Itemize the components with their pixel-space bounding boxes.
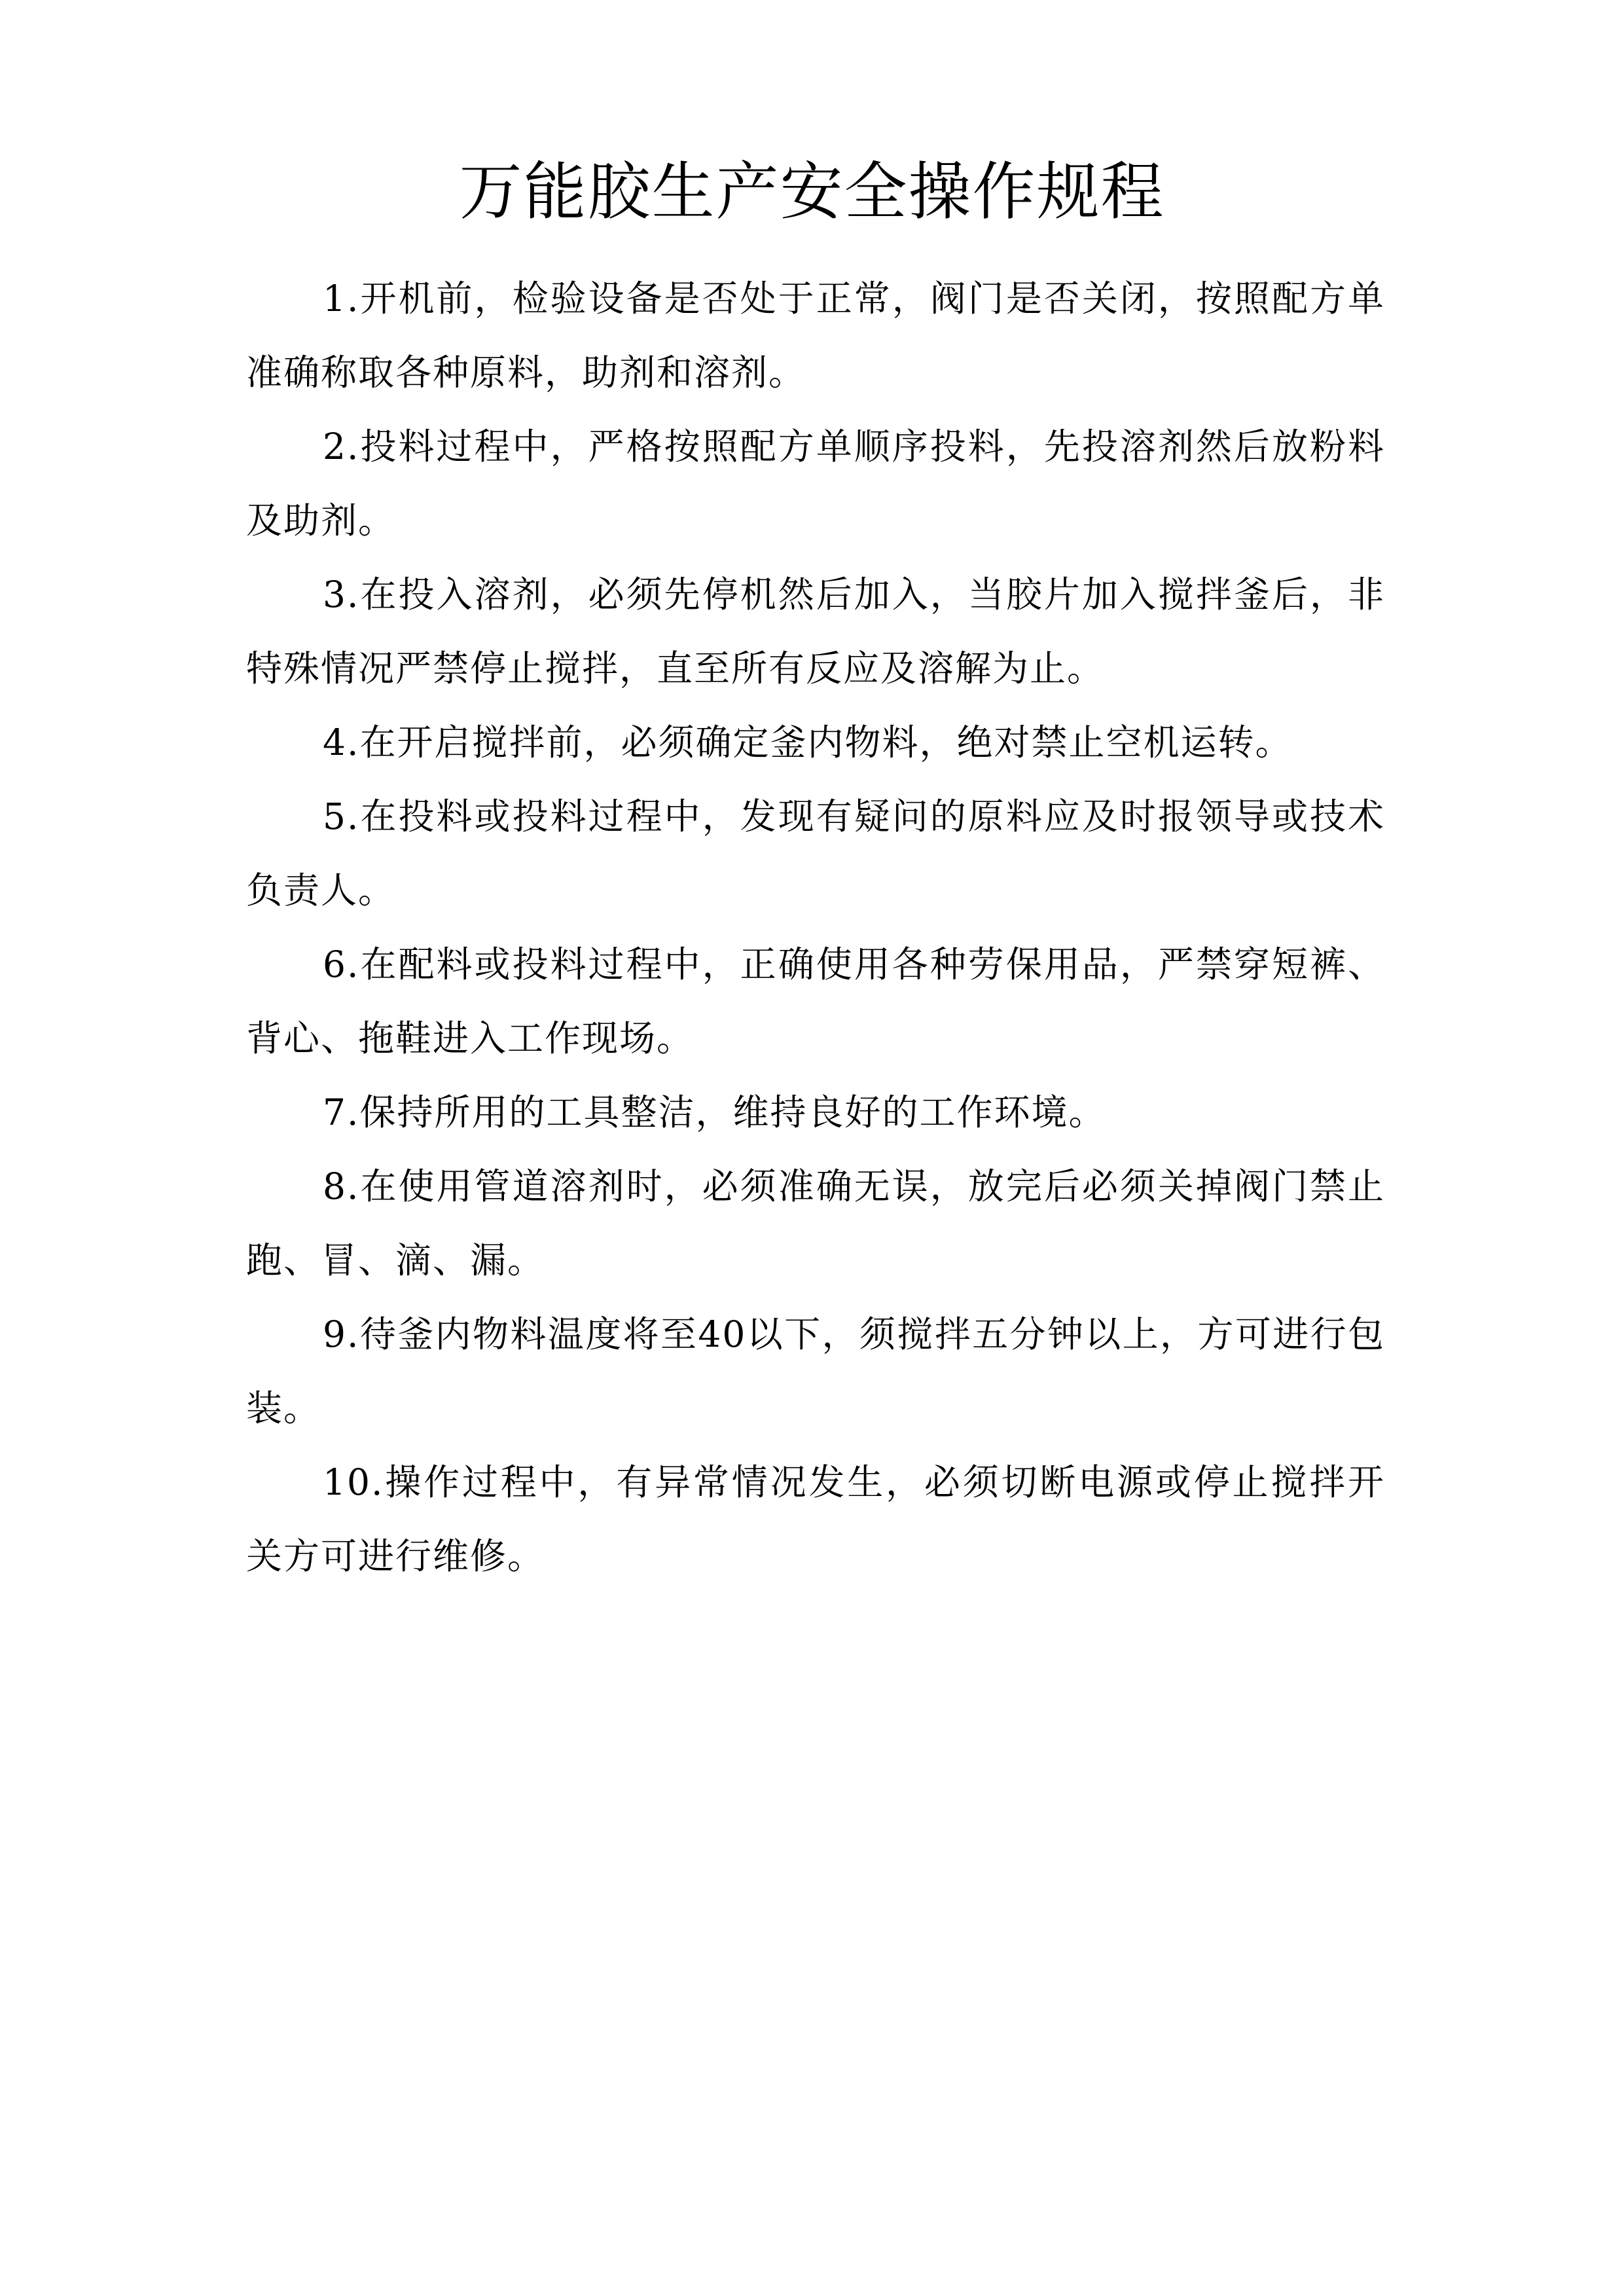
- rules-list: [246, 262, 1385, 1594]
- rule-item: 3.在投入溶剂，必须先停机然后加入，当胶片加入搅拌釜后，非特殊情况严禁停止搅拌，直至所有反应及溶解为止。: [246, 574, 1385, 689]
- rule-item: 8.在使用管道溶剂时，必须准确无误，放完后必须关掉阀门禁止跑、冒、滴、漏。: [246, 1165, 1385, 1281]
- rule-item: 2.投料过程中，严格按照配方单顺序投料，先投溶剂然后放粉料及助剂。: [246, 426, 1385, 541]
- rule-item: 6.在配料或投料过程中，正确使用各种劳保用品，严禁穿短裤、背心、拖鞋进入工作现场。: [246, 943, 1385, 1059]
- rule-item: 9.待釜内物料温度将至40以下，须搅拌五分钟以上，方可进行包装。: [246, 1313, 1385, 1429]
- rule-item: 10.操作过程中，有异常情况发生，必须切断电源或停止搅拌开关方可进行维修。: [246, 1461, 1385, 1577]
- rule-item: 4.在开启搅拌前，必须确定釜内物料，绝对禁止空机运转。: [323, 721, 1293, 763]
- rule-item: 5.在投料或投料过程中，发现有疑问的原料应及时报领导或技术负责人。: [246, 795, 1385, 911]
- document-title: 万能胶生产安全操作规程: [459, 155, 1165, 228]
- rule-item: 7.保持所用的工具整洁，维持良好的工作环境。: [323, 1091, 1106, 1133]
- rule-item: 1.开机前，检验设备是否处于正常，阀门是否关闭，按照配方单准确称取各种原料，助剂和溶剂。: [246, 278, 1385, 393]
